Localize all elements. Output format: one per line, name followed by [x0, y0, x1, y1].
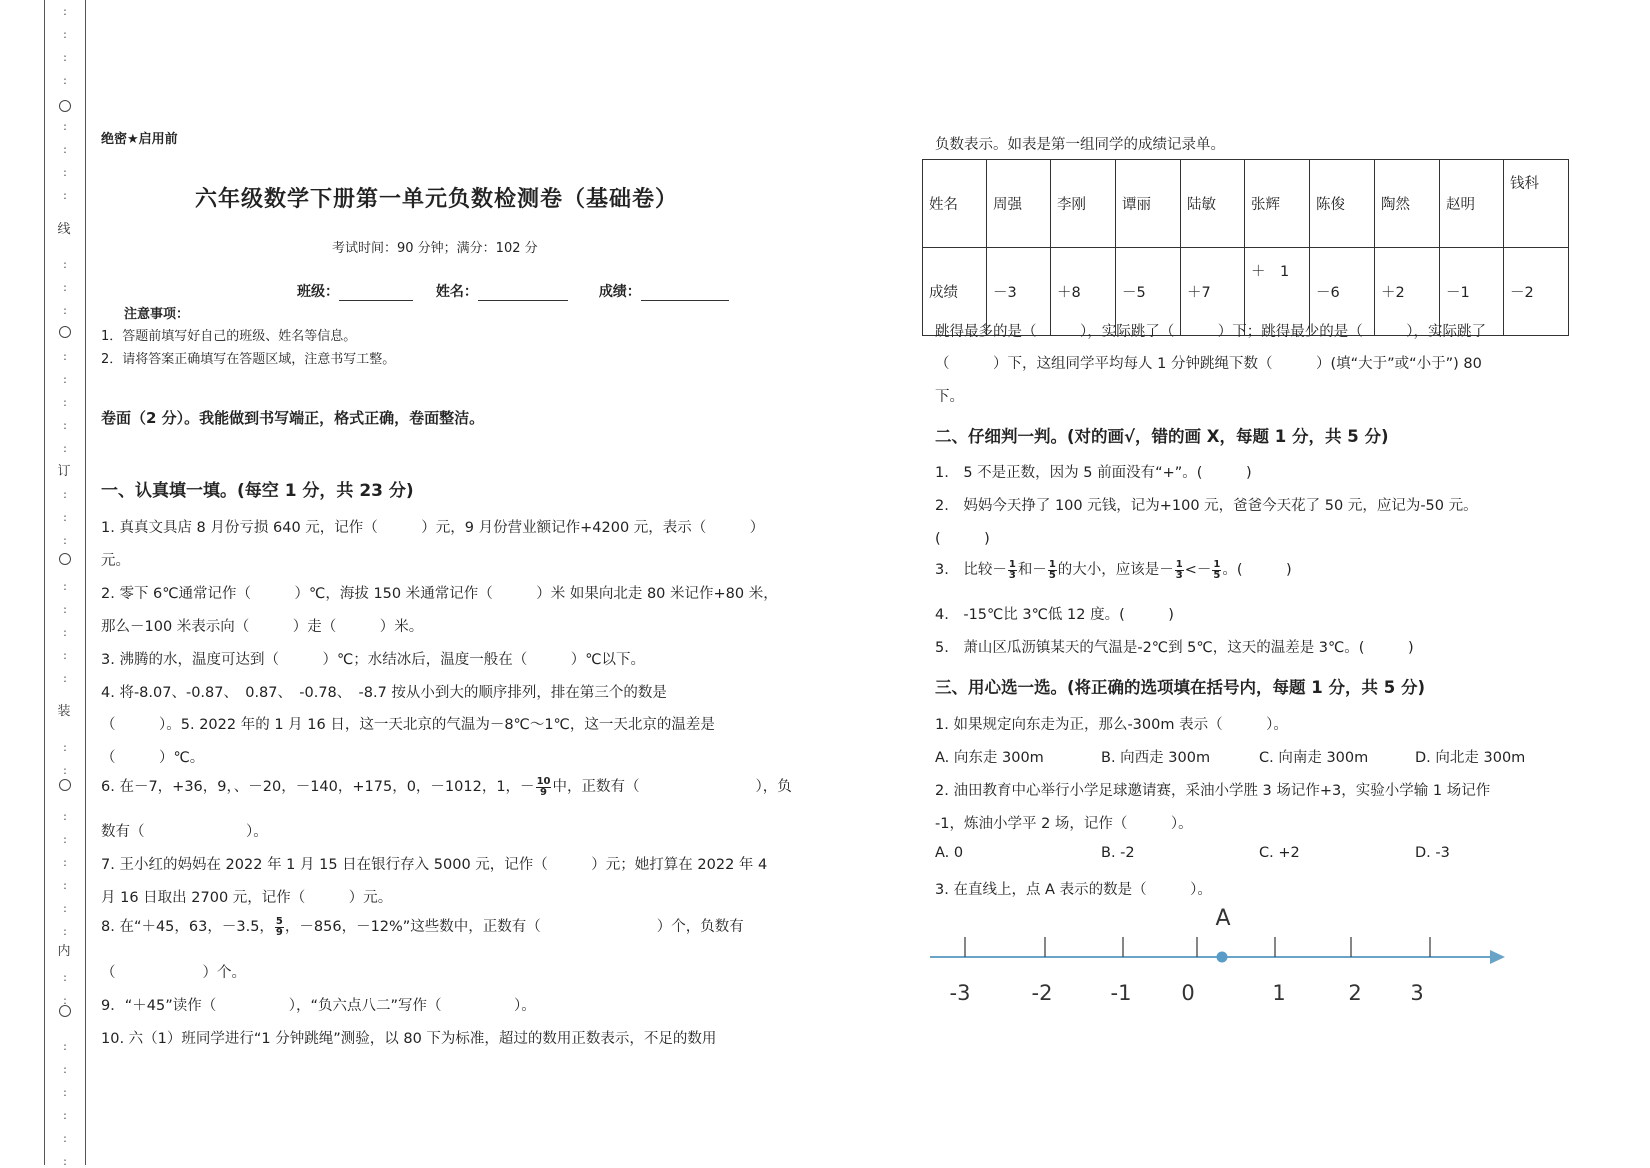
binding-dots: :	[63, 120, 67, 133]
binding-dots: :	[63, 925, 67, 938]
number-line-arrowhead	[1490, 950, 1505, 964]
s1-q4-line1: 4. 将-8.07、-0.87、 0.87、 -0.78、 -8.7 按从小到大的顺序排列，排在第三个的数是	[101, 685, 667, 701]
frac-num: 1	[1008, 558, 1016, 570]
section3-heading: 三、用心选一选。(将正确的选项填在括号内，每题 1 分，共 5 分)	[935, 678, 1426, 697]
table-cell: 钱科	[1504, 160, 1569, 248]
name-label: 姓名：	[435, 284, 478, 300]
s1-q6-line1	[101, 775, 792, 798]
q10-continuation: 负数表示。如表是第一组同学的成绩记录单。	[935, 137, 1225, 153]
jump-rope-score-table	[922, 159, 1569, 336]
table-cell: ＋8	[1051, 248, 1116, 336]
binding-dots: :	[63, 281, 67, 294]
table-cell: －1	[1440, 248, 1504, 336]
s2-q3-text-b: 和－	[1017, 562, 1047, 578]
s2-q3-text-c: 的大小，应该是－	[1057, 562, 1174, 578]
s1-q8-frac-num: 5	[275, 915, 283, 927]
s1-q8-line2: （ ）个。	[101, 965, 246, 981]
table-cell: 张辉	[1245, 160, 1310, 248]
binding-dots: :	[63, 810, 67, 823]
binding-dots: :	[63, 741, 67, 754]
table-cell: －2	[1504, 248, 1569, 336]
s2-q5: 5. 萧山区瓜沥镇某天的气温是-2℃到 5℃，这天的温差是 3℃。( )	[935, 640, 1414, 656]
table-cell: 赵明	[1440, 160, 1504, 248]
neatness-statement: 卷面（2 分）。我能做到书写端正，格式正确，卷面整洁。	[101, 409, 485, 427]
s1-q7-line2: 月 16 日取出 2700 元，记作（ ）元。	[101, 890, 393, 906]
table-question-line2: （ ）下，这组同学平均每人 1 分钟跳绳下数（ ）(填“大于”或“小于”) 80	[935, 356, 1482, 372]
binding-dots: :	[63, 166, 67, 179]
note-item-1: 1．答题前填写好自己的班级、姓名等信息。	[101, 329, 357, 344]
table-cell: 谭丽	[1116, 160, 1181, 248]
name-field[interactable]	[478, 286, 568, 301]
s1-q6-frac-num: 10	[536, 775, 551, 787]
notes-heading: 注意事项：	[124, 307, 190, 322]
s3-q2-option-d: D. -3	[1415, 845, 1450, 861]
s2-q3-frac3	[1175, 560, 1184, 581]
binding-dots: :	[63, 143, 67, 156]
table-cell: －5	[1116, 248, 1181, 336]
binding-dots: :	[63, 5, 67, 18]
section2-heading: 二、仔细判一判。(对的画√，错的画 X，每题 1 分，共 5 分)	[935, 427, 1389, 446]
s2-q3-frac2	[1048, 560, 1057, 581]
frac-num: 1	[1175, 558, 1183, 570]
table-cell: ＋ 1	[1245, 248, 1310, 336]
s1-q2-line1: 2. 零下 6℃通常记作（ ）℃，海拔 150 米通常记作（ ）米 如果向北走 80 米记作+80 米，	[101, 586, 778, 602]
frac-den: 5	[1213, 569, 1221, 581]
binding-circle	[59, 326, 71, 338]
page-title: 六年级数学下册第一单元负数检测卷（基础卷）	[195, 187, 679, 212]
binding-dots: :	[63, 511, 67, 524]
binding-dots: :	[63, 994, 67, 1007]
s1-q1-line1: 1. 真真文具店 8 月份亏损 640 元，记作（ ）元，9 月份营业额记作+4200 元，表示（ ）	[101, 520, 765, 536]
s1-q8-text-pre: 8. 在“＋45，63，－3.5，	[101, 919, 274, 935]
section1-heading: 一、认真填一填。(每空 1 分，共 23 分)	[101, 481, 414, 501]
table-row-names	[923, 160, 1569, 248]
s3-q2-option-b: B. -2	[1101, 845, 1135, 861]
binding-label-xian: 线	[56, 218, 72, 237]
s1-q6-line2: 数有（ ）。	[101, 824, 268, 840]
binding-dots: :	[63, 672, 67, 685]
s2-q4: 4. -15℃比 3℃低 12 度。( )	[935, 607, 1174, 623]
binding-dots: :	[63, 1109, 67, 1122]
s2-q2-line1: 2. 妈妈今天挣了 100 元钱，记为+100 元，爸爸今天花了 50 元，应记为-50 元。	[935, 498, 1478, 514]
table-question-line3: 下。	[935, 389, 964, 405]
binding-margin	[44, 0, 86, 1168]
binding-dots: :	[63, 373, 67, 386]
binding-dots: :	[63, 189, 67, 202]
s1-q4-line2: （ ）。5. 2022 年的 1 月 16 日，这一天北京的气温为－8℃～1℃，这一天北京的温差是	[101, 717, 715, 733]
number-line-tick-label: 3	[1410, 981, 1424, 1005]
frac-den: 3	[1175, 569, 1183, 581]
binding-dots: :	[63, 902, 67, 915]
table-cell: 陆敏	[1181, 160, 1245, 248]
s2-q3-text-a: 3. 比较－	[935, 562, 1007, 578]
confidential-mark: 绝密★启用前	[101, 132, 178, 147]
s1-q6-frac-den: 9	[540, 786, 547, 798]
s1-q10-line1: 10. 六（1）班同学进行“1 分钟跳绳”测验，以 80 下为标准，超过的数用正数表示，不足的数用	[101, 1031, 717, 1047]
s3-q2-line2: -1，炼油小学平 2 场，记作（ ）。	[935, 816, 1193, 832]
s2-q3-frac4	[1212, 560, 1221, 581]
s3-q1-option-a: A. 向东走 300m	[935, 750, 1044, 766]
frac-num: 1	[1213, 558, 1221, 570]
s3-q3: 3. 在直线上，点 A 表示的数是（ ）。	[935, 882, 1212, 898]
table-cell: ＋7	[1181, 248, 1245, 336]
binding-dots: :	[63, 1063, 67, 1076]
number-line-tick-label: 1	[1272, 981, 1286, 1005]
s3-q1-option-b: B. 向西走 300m	[1101, 750, 1211, 766]
binding-dots: :	[63, 856, 67, 869]
frac-den: 3	[1008, 569, 1016, 581]
student-info-row	[297, 281, 729, 301]
s1-q1-line2: 元。	[101, 553, 130, 569]
binding-circle	[59, 553, 71, 565]
binding-dots: :	[63, 534, 67, 547]
s3-q1: 1. 如果规定向东走为正，那么-300m 表示（ ）。	[935, 717, 1288, 733]
s1-q2-line2: 那么－100 米表示向（ ）走（ ）米。	[101, 619, 424, 635]
binding-label-nei: 内	[56, 940, 72, 959]
binding-dots: :	[63, 419, 67, 432]
number-line-tick-label: -1	[1110, 981, 1132, 1005]
binding-dots: :	[63, 1040, 67, 1053]
table-cell: 周强	[987, 160, 1051, 248]
exam-info: 考试时间：90 分钟；满分：102 分	[332, 241, 538, 256]
binding-dots: :	[63, 350, 67, 363]
s3-q2-line1: 2. 油田教育中心举行小学足球邀请赛，采油小学胜 3 场记作+3，实验小学输 1 场记作	[935, 783, 1491, 799]
note-item-2: 2．请将答案正确填写在答题区域，注意书写工整。	[101, 352, 396, 367]
class-label: 班级：	[297, 284, 339, 300]
table-question-line1: 跳得最多的是（ ），实际跳了（ ）下；跳得最少的是（ ），实际跳了	[935, 324, 1486, 340]
binding-dots: :	[63, 74, 67, 87]
s2-q3-text-d: <－	[1184, 562, 1212, 578]
number-line-tick-label: -2	[1031, 981, 1053, 1005]
frac-den: 5	[1048, 569, 1056, 581]
table-cell: 陈俊	[1310, 160, 1375, 248]
s1-q9: 9．“＋45”读作（ ），“负六点八二”写作（ ）。	[101, 998, 536, 1014]
binding-dots: :	[63, 580, 67, 593]
binding-dots: :	[63, 304, 67, 317]
s2-q3	[935, 558, 1292, 581]
table-cell: －3	[987, 248, 1051, 336]
s3-q2-option-c: C. +2	[1259, 845, 1300, 861]
table-cell: 陶然	[1375, 160, 1440, 248]
s1-q8-line1	[101, 915, 744, 938]
table-cell: ＋2	[1375, 248, 1440, 336]
s1-q6-fraction	[536, 777, 552, 798]
score-label: 成绩：	[598, 284, 641, 300]
s3-q1-option-d: D. 向北走 300m	[1415, 750, 1526, 766]
binding-dots: :	[63, 879, 67, 892]
s2-q2-line2: ( )	[935, 531, 990, 547]
binding-dots: :	[63, 833, 67, 846]
s1-q3: 3. 沸腾的水，温度可达到（ ）℃；水结冰后，温度一般在（ ）℃以下。	[101, 652, 646, 668]
binding-dots: :	[63, 603, 67, 616]
frac-num: 1	[1048, 558, 1056, 570]
binding-dots: :	[63, 1132, 67, 1145]
binding-label-zhuang: 装	[56, 700, 72, 719]
point-a-label: A	[1215, 906, 1231, 931]
binding-dots: :	[63, 442, 67, 455]
s1-q6-text-pre: 6. 在－7，+36，9，、－20，－140，+175，0，－1012，1，－	[101, 779, 535, 795]
number-line-figure	[925, 895, 1505, 1015]
score-field[interactable]	[641, 286, 729, 301]
s1-q8-frac-den: 9	[275, 926, 283, 938]
s1-q4-line3: （ ）℃。	[101, 750, 205, 766]
s3-q2-option-a: A. 0	[935, 845, 964, 861]
binding-dots: :	[63, 626, 67, 639]
point-a-marker	[1217, 952, 1228, 963]
s3-q1-option-c: C. 向南走 300m	[1259, 750, 1369, 766]
binding-dots: :	[63, 1086, 67, 1099]
binding-dots: :	[63, 396, 67, 409]
binding-dots: :	[63, 488, 67, 501]
s2-q3-frac1	[1008, 560, 1017, 581]
s2-q1: 1. 5 不是正数，因为 5 前面没有“+”。( )	[935, 465, 1252, 481]
class-field[interactable]	[339, 286, 413, 301]
s2-q3-text-e: 。( )	[1222, 562, 1292, 578]
s1-q8-text-post: ，－856，－12%”这些数中，正数有（ ）个，负数有	[284, 919, 744, 935]
binding-circle	[59, 779, 71, 791]
table-cell: 成绩	[923, 248, 987, 336]
binding-dots: :	[63, 51, 67, 64]
number-line-tick-label: -3	[949, 981, 971, 1005]
number-line-tick-label: 2	[1348, 981, 1362, 1005]
s1-q8-fraction	[275, 917, 284, 938]
number-line-tick-label: 0	[1181, 981, 1195, 1005]
binding-dots: :	[63, 258, 67, 271]
table-cell: 姓名	[923, 160, 987, 248]
binding-dots: :	[63, 1155, 67, 1168]
binding-dots: :	[63, 28, 67, 41]
s1-q7-line1: 7. 王小红的妈妈在 2022 年 1 月 15 日在银行存入 5000 元，记作（ ）元；她打算在 2022 年 4	[101, 857, 768, 873]
binding-dots: :	[63, 764, 67, 777]
table-cell: 李刚	[1051, 160, 1116, 248]
binding-label-ding: 订	[56, 460, 72, 479]
s1-q6-text-post: 中，正数有（ ），负	[552, 779, 792, 795]
binding-dots: :	[63, 971, 67, 984]
binding-circle	[59, 100, 71, 112]
table-cell: －6	[1310, 248, 1375, 336]
binding-dots: :	[63, 649, 67, 662]
